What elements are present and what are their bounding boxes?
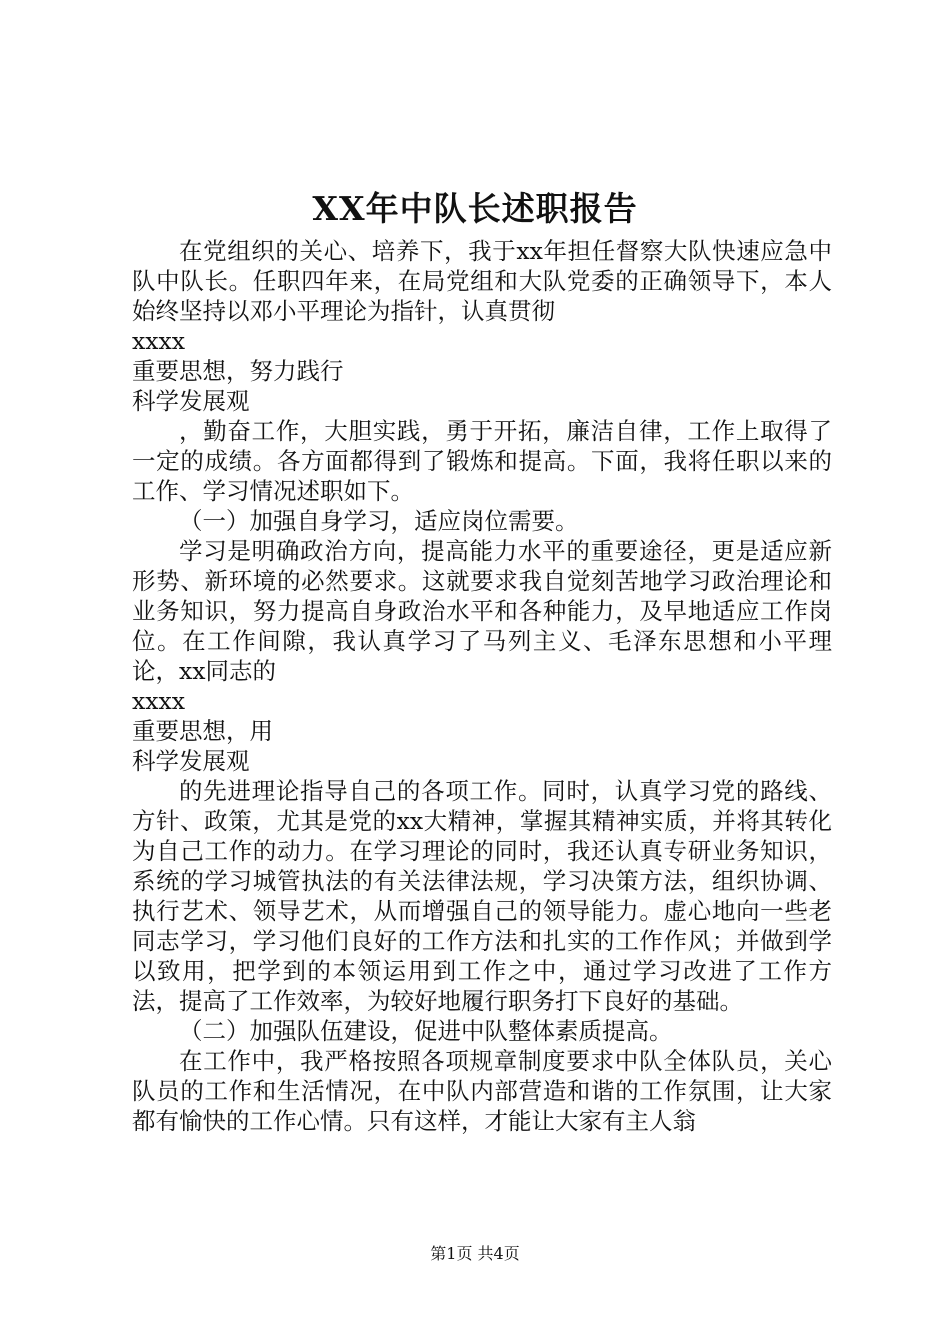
paragraph: 重要思想，用 (132, 717, 273, 745)
document-title: XX年中队长述职报告 (312, 189, 638, 228)
paragraph: （一）加强自身学习，适应岗位需要。 (179, 507, 579, 535)
paragraph: 学习是明确政治方向，提高能力水平的重要途径，更是适应新形势、新环境的必然要求。这就要求我自觉刻苦地学习政治理论和业务知识，努力提高自身政治水平和各种能力，及早地适应工作岗位。在工作间隙，我认真学习了马列主义、毛泽东思想和小平理论，xx同志的 (132, 537, 832, 685)
paragraph: 在党组织的关心、培养下，我于xx年担任督察大队快速应急中队中队长。任职四年来，在局党组和大队党委的正确领导下，本人始终坚持以邓小平理论为指针，认真贯彻 (132, 237, 832, 325)
paragraph: 科学发展观 (132, 747, 250, 775)
page-footer: 第1页 共4页 (430, 1244, 520, 1263)
paragraph: 科学发展观 (132, 387, 250, 415)
paragraph: 在工作中，我严格按照各项规章制度要求中队全体队员，关心队员的工作和生活情况，在中队内部营造和谐的工作氛围，让大家都有愉快的工作心情。只有这样，才能让大家有主人翁 (132, 1047, 832, 1135)
paragraph: xxxx (132, 327, 186, 355)
document-body (132, 236, 832, 1136)
paragraph: 重要思想，努力践行 (132, 357, 344, 385)
paragraph: xxxx (132, 687, 186, 715)
paragraph: （二）加强队伍建设，促进中队整体素质提高。 (179, 1017, 673, 1045)
paragraph: ，勤奋工作，大胆实践，勇于开拓，廉洁自律，工作上取得了一定的成绩。各方面都得到了锻炼和提高。下面，我将任职以来的工作、学习情况述职如下。 (132, 417, 832, 505)
paragraph: 的先进理论指导自己的各项工作。同时，认真学习党的路线、方针、政策，尤其是党的xx大精神，掌握其精神实质，并将其转化为自己工作的动力。在学习理论的同时，我还认真专研业务知识，系统的学习城管执法的有关法律法规，学习决策方法，组织协调、执行艺术、领导艺术，从而增强自己的领导能力。虚心地向一些老同志学习，学习他们良好的工作方法和扎实的工作作风；并做到学以致用，把学到的本领运用到工作之中，通过学习改进了工作方法，提高了工作效率，为较好地履行职务打下良好的基础。 (132, 777, 832, 1015)
